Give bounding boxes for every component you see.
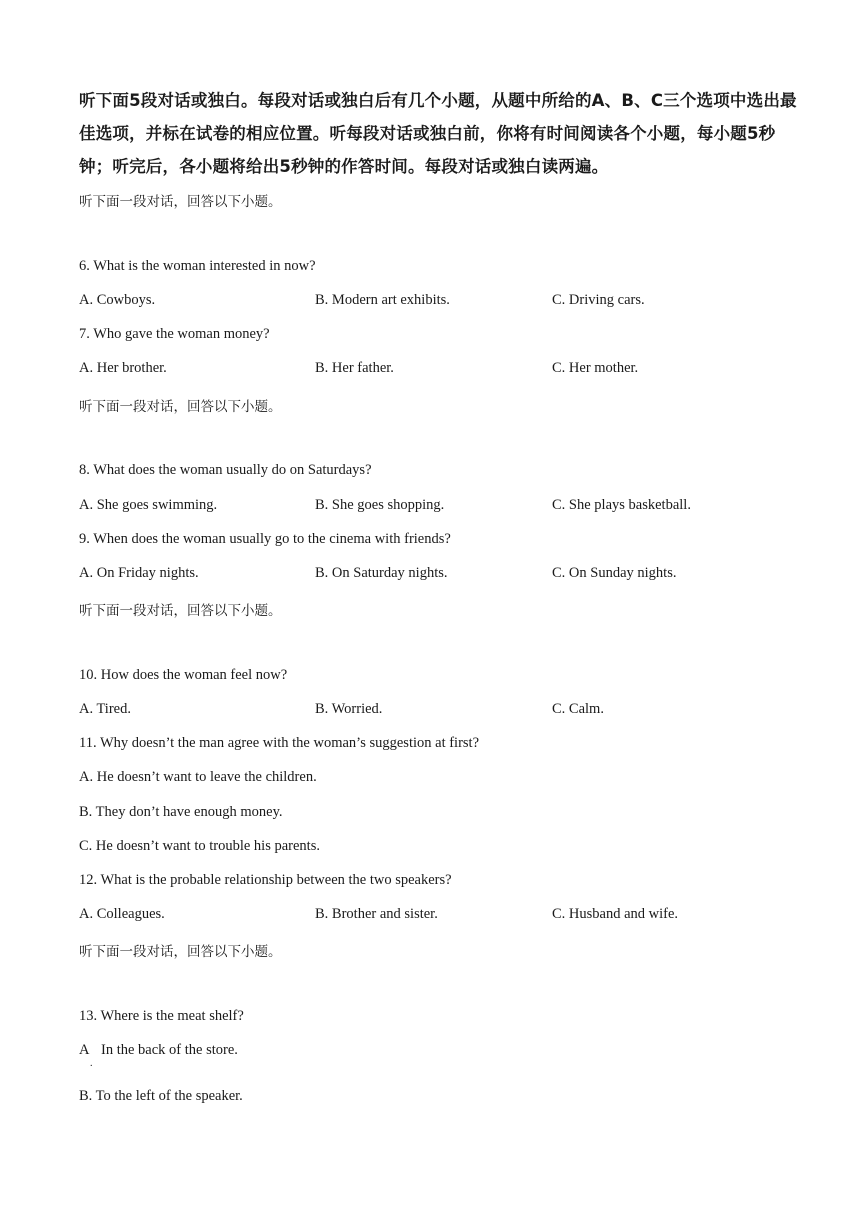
section-prompt: 听下面一段对话，回答以下小题。 [79,399,282,415]
option-a: A. She goes swimming. [79,497,218,513]
section-instructions: 听下面5段对话或独白。每段对话或独白后有几个小题，从题中所给的A、B、C三个选项中选出最佳选项，并标在试卷的相应位置。听每段对话或独白前，你将有时间阅读各个小题，每小题5秒钟；听完后，各小题将给出5秒钟的作答时间。每段对话或独白读两遍。 [79,91,797,176]
option-c: C. On Sunday nights. [552,565,677,581]
option-c: C. Calm. [552,701,604,717]
question-stem: 10. How does the woman feel now? [79,667,288,683]
option-b: B. On Saturday nights. [315,565,448,581]
section-prompt: 听下面一段对话，回答以下小题。 [79,194,282,210]
option-b: B. To the left of the speaker. [79,1088,243,1104]
section-prompt: 听下面一段对话，回答以下小题。 [79,944,282,960]
question-stem: 13. Where is the meat shelf? [79,1008,244,1024]
option-c: C. She plays basketball. [552,497,691,513]
option-c: C. He doesn’t want to trouble his parents. [79,838,320,854]
option-b: B. She goes shopping. [315,497,445,513]
option-a: A. He doesn’t want to leave the children. [79,769,317,785]
option-a: A. Colleagues. [79,906,165,922]
option-b: B. They don’t have enough money. [79,804,283,820]
option-b: B. Brother and sister. [315,906,438,922]
question-stem: 7. Who gave the woman money? [79,326,270,342]
option-c: C. Driving cars. [552,292,645,308]
option-b: B. Worried. [315,701,383,717]
option-a: A. On Friday nights. [79,565,199,581]
question-stem: 11. Why doesn’t the man agree with the woman’s suggestion at first? [79,735,480,751]
option-b: B. Her father. [315,360,394,376]
option-a-text: In the back of the store. [101,1042,238,1058]
question-stem: 8. What does the woman usually do on Saturdays? [79,462,372,478]
option-c: C. Her mother. [552,360,639,376]
question-stem: 12. What is the probable relationship between the two speakers? [79,872,452,888]
question-stem: 6. What is the woman interested in now? [79,258,316,274]
option-c: C. Husband and wife. [552,906,679,922]
option-a: A. Her brother. [79,360,167,376]
option-a-letter: A [79,1042,90,1058]
option-a-dot: . [90,1058,93,1069]
question-stem: 9. When does the woman usually go to the cinema with friends? [79,531,451,547]
option-a: A. Tired. [79,701,131,717]
section-prompt: 听下面一段对话，回答以下小题。 [79,603,282,619]
option-a: A. Cowboys. [79,292,156,308]
option-b: B. Modern art exhibits. [315,292,450,308]
